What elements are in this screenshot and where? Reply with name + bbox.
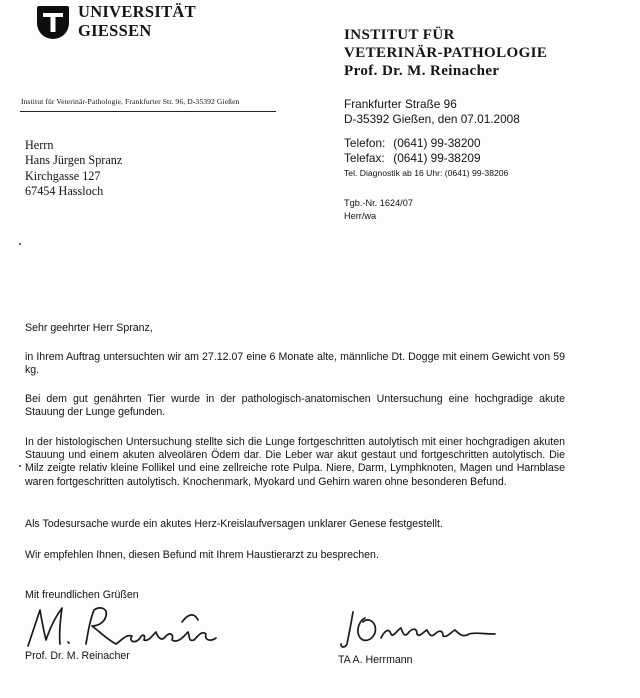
phone-number: (0641) 99-38200 [393,136,481,150]
letter-greeting: Sehr geehrter Herr Spranz, [25,322,153,334]
signer-herrmann: TA A. Herrmann [338,654,413,666]
institute-header [344,26,547,80]
reference-block [344,197,413,223]
signature-reinacher [22,600,227,652]
university-logo-icon [37,6,69,39]
recipient-salutation: Herrn [25,138,54,152]
institute-line-1: INSTITUT FÜR [344,27,455,43]
fold-mark [19,465,21,467]
university-line-1: UNIVERSITÄT [78,2,196,21]
reference-initials: Herr/wa [344,211,377,221]
sender-street: Frankfurter Straße 96 [344,97,457,111]
sender-contact-block [344,97,520,181]
fold-mark [19,243,21,245]
signature-herrmann [335,604,505,652]
paragraph-1: in Ihrem Auftrag untersuchten wir am 27.12.07 eine 6 Monate alte, männliche Dt. Dogge mit einem Gewicht von 59 kg. [25,351,565,377]
paragraph-5: Wir empfehlen Ihnen, diesen Befund mit Ihrem Haustierarzt zu besprechen. [25,549,379,561]
fax-row [344,151,520,166]
recipient-street: Kirchgasse 127 [25,168,101,183]
paragraph-4: Als Todesursache wurde ein akutes Herz-Kreislaufversagen unklarer Genese festgestellt. [25,518,443,530]
paragraph-2: Bei dem gut genährten Tier wurde in der pathologisch-anatomischen Untersuchung eine hochgradige akute Stauung der Lunge gefunden. [25,393,565,419]
sender-city-date: D-35392 Gießen, den 07.01.2008 [344,112,520,126]
journal-number: Tgb.-Nr. 1624/07 [344,198,413,208]
fax-label: Telefax: [344,151,385,165]
recipient-city: 67454 Hassloch [25,183,104,198]
paragraph-3: In der histologischen Untersuchung stellte sich die Lunge fortgeschritten autolytisch mit einer hochgradigen akuten Stauung und einem akuten alveolären Ödem dar. Die Leber war akut gestaut und fortgeschritten autolytisch. Die Milz zeigte relativ kleine Follikel und eine zellreiche rote Pulpa. Niere, Darm, Lymphknoten, Magen und Harnblase waren fortgeschritten autolytisch. Knochenmark, Myokard und Gehirn waren ohne besonderen Befund. [25,436,565,488]
university-line-2: GIESSEN [78,21,152,40]
return-address-rule [20,111,276,112]
institute-director: Prof. Dr. M. Reinacher [344,63,500,79]
closing: Mit freundlichen Grüßen [25,589,139,601]
institute-line-2: VETERINÄR-PATHOLOGIE [344,45,548,61]
phone-label: Telefon: [344,136,386,150]
signer-reinacher: Prof. Dr. M. Reinacher [25,650,130,662]
diagnostic-phone: Tel. Diagnostik ab 16 Uhr: (0641) 99-38206 [344,168,509,178]
university-name [78,2,196,40]
recipient-address [25,138,122,199]
fax-number: (0641) 99-38209 [393,151,481,165]
recipient-name: Hans Jürgen Spranz [25,153,123,168]
return-address: Institut für Veterinär-Pathologie, Frankfurter Str. 96, D-35392 Gießen [21,97,240,106]
phone-row [344,136,520,151]
